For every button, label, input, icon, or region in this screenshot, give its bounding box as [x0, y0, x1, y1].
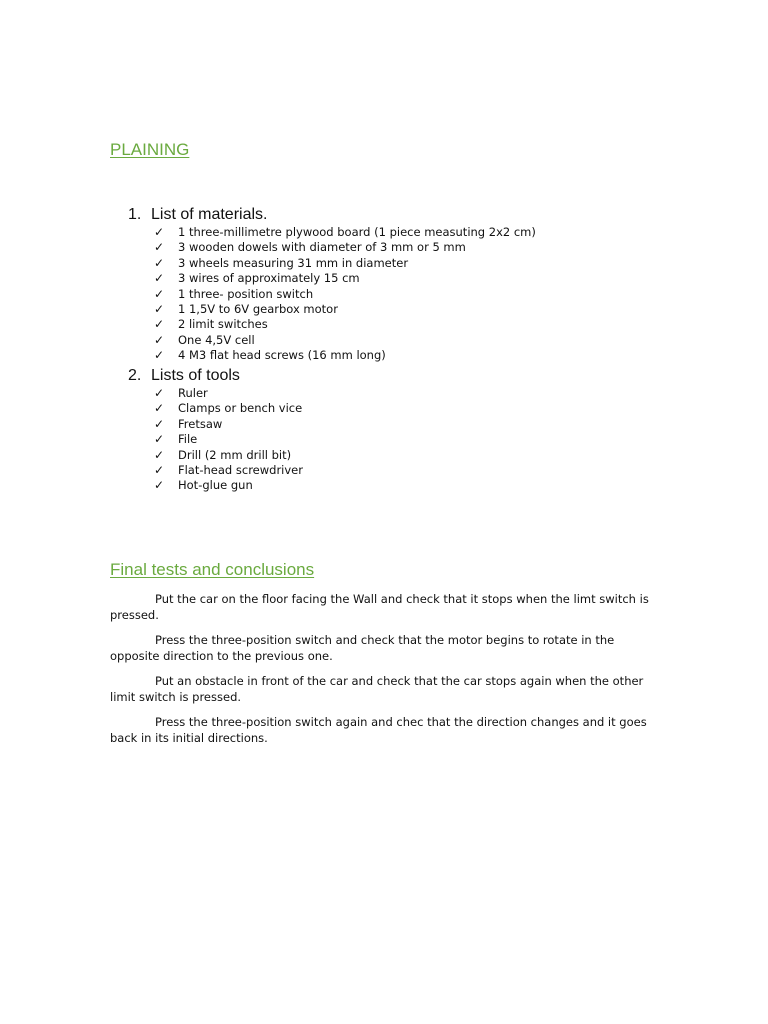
paragraph: Press the three-position switch and check that the motor begins to rotate in the opposite direction to the previous one.	[110, 633, 615, 663]
check-mark-icon: ✓	[154, 447, 165, 462]
list-item-text: Fretsaw	[178, 416, 223, 431]
list-item	[154, 240, 536, 255]
list-item	[154, 256, 536, 271]
check-mark-icon: ✓	[154, 401, 165, 416]
conclusions-body	[110, 592, 650, 756]
list-item	[154, 225, 536, 240]
list-item-text: One 4,5V cell	[178, 332, 255, 347]
list-item-text: Ruler	[178, 386, 208, 400]
list-item	[154, 287, 536, 302]
list-item	[154, 302, 536, 317]
check-mark-icon: ✓	[154, 386, 165, 400]
check-mark-icon: ✓	[154, 348, 165, 363]
list-item-text: Drill (2 mm drill bit)	[178, 447, 292, 462]
materials-number: 1.	[128, 206, 142, 223]
materials-section	[128, 205, 536, 364]
check-mark-icon: ✓	[154, 332, 165, 347]
tools-number: 2.	[128, 367, 142, 384]
check-mark-icon: ✓	[154, 271, 165, 286]
list-item-text: 3 wires of approximately 15 cm	[178, 271, 360, 286]
final-tests-heading: Final tests and conclusions	[110, 560, 315, 579]
check-mark-icon: ✓	[154, 286, 165, 301]
tools-list	[128, 386, 303, 494]
list-item-text: 1 three- position switch	[178, 286, 314, 301]
check-mark-icon: ✓	[154, 255, 165, 270]
check-mark-icon: ✓	[154, 432, 165, 447]
list-item	[154, 432, 303, 447]
check-mark-icon: ✓	[154, 225, 165, 239]
materials-list	[128, 225, 536, 364]
list-item-text: 3 wooden dowels with diameter of 3 mm or 5 mm	[178, 240, 466, 255]
list-item-text: File	[178, 432, 198, 447]
check-mark-icon: ✓	[154, 317, 165, 332]
list-item	[154, 386, 303, 401]
list-item	[154, 317, 536, 332]
check-mark-icon: ✓	[154, 478, 165, 493]
list-item-text: 2 limit switches	[178, 317, 268, 332]
materials-title-text: List of materials.	[151, 206, 268, 223]
list-item	[154, 401, 303, 416]
list-item-text: 1 1,5V to 6V gearbox motor	[178, 301, 338, 316]
list-item-text: Flat-head screwdriver	[178, 462, 303, 477]
planning-heading: PLAINING	[110, 140, 190, 159]
paragraph: Press the three-position switch again and chec that the direction changes and it goes back in its initial directions.	[110, 715, 647, 745]
list-item-text: 4 M3 flat head screws (16 mm long)	[178, 348, 386, 363]
list-item-text: Clamps or bench vice	[178, 401, 303, 416]
list-item	[154, 271, 536, 286]
list-item	[154, 478, 303, 493]
list-item	[154, 348, 536, 363]
list-item-text: 1 three-millimetre plywood board (1 piece measuting 2x2 cm)	[178, 225, 536, 239]
list-item-text: Hot-glue gun	[178, 478, 253, 493]
list-item	[154, 333, 536, 348]
list-item	[154, 463, 303, 478]
tools-title	[128, 366, 303, 386]
tools-section	[128, 366, 303, 494]
materials-title	[128, 205, 536, 225]
list-item-text: 3 wheels measuring 31 mm in diameter	[178, 255, 409, 270]
paragraph: Put the car on the floor facing the Wall and check that it stops when the limt switch is pressed.	[110, 592, 649, 622]
tools-title-text: Lists of tools	[151, 367, 240, 384]
check-mark-icon: ✓	[154, 240, 165, 255]
check-mark-icon: ✓	[154, 462, 165, 477]
check-mark-icon: ✓	[154, 301, 165, 316]
list-item	[154, 448, 303, 463]
list-item	[154, 417, 303, 432]
check-mark-icon: ✓	[154, 416, 165, 431]
paragraph: Put an obstacle in front of the car and check that the car stops again when the other limit switch is pressed.	[110, 674, 644, 704]
